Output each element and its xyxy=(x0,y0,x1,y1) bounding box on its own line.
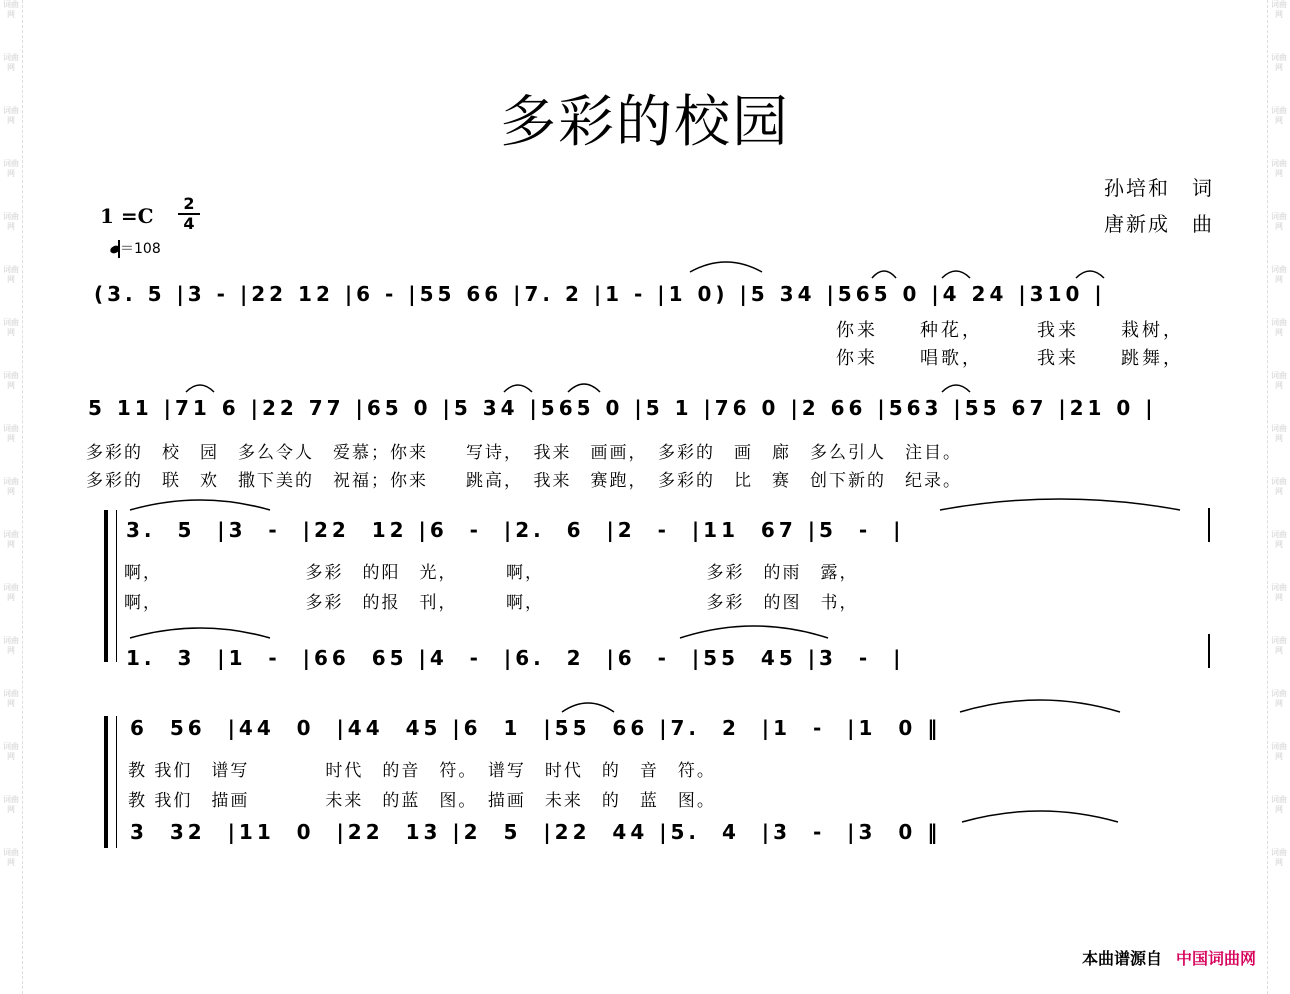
slur xyxy=(690,262,762,272)
watermark-text: 词曲网 xyxy=(1271,795,1287,814)
slur xyxy=(1076,271,1104,278)
system1-lyrics-verse1: 你来 种花， 我来 栽树， xyxy=(836,320,1184,341)
watermark-text: 词曲网 xyxy=(1271,0,1287,19)
time-signature xyxy=(178,196,200,232)
time-signature-bottom: 4 xyxy=(183,214,195,233)
watermark-text: 词曲网 xyxy=(3,318,19,337)
system4-upper-voice: 6 56 |44 0 |44 45 |6 1 |55 66 |7. 2 |1 - |1 0 ‖ xyxy=(130,716,942,740)
watermark-text: 词曲网 xyxy=(1271,106,1287,125)
watermark-text: 词曲网 xyxy=(1271,371,1287,390)
system4-bracket-thin xyxy=(116,716,117,848)
source-brand-link[interactable]: 中国词曲网 xyxy=(1175,949,1256,968)
composer-credit: 唐新成 曲 xyxy=(1104,212,1214,236)
system4-lower-voice: 3 32 |11 0 |22 13 |2 5 |22 44 |5. 4 |3 - |3 0 ‖ xyxy=(130,820,942,844)
system1-notes: (3. 5 |3 - |22 12 |6 - |55 66 |7. 2 |1 - |1 0) |5 34 |565 0 |4 24 |310 | xyxy=(94,282,1106,306)
watermark-text: 词曲网 xyxy=(3,106,19,125)
source-label: 本曲谱源自 xyxy=(1081,949,1162,968)
watermark-text: 词曲网 xyxy=(3,530,19,549)
system4-bracket xyxy=(104,716,112,848)
song-title: 多彩的校园 xyxy=(500,90,790,155)
slur xyxy=(942,271,970,278)
system4-lyrics-verse1: 教 我们 谱写 时代 的音 符。 谱写 时代 的 音 符。 xyxy=(128,761,716,781)
watermark-text: 词曲网 xyxy=(3,0,19,19)
slur xyxy=(942,385,970,392)
watermark-text: 词曲网 xyxy=(3,265,19,284)
watermark-text: 词曲网 xyxy=(3,583,19,602)
system3-lyrics-verse2: 啊， 多彩 的报 刊， 啊， 多彩 的图 书， xyxy=(124,593,859,613)
system3-bracket xyxy=(104,510,112,662)
system4-lyrics-verse2: 教 我们 描画 未来 的蓝 图。 描画 未来 的 蓝 图。 xyxy=(128,791,716,811)
system2-lyrics-verse2: 多彩的 联 欢 撒下美的 祝福；你来 跳高， 我来 赛跑， 多彩的 比 赛 创下新的 纪录。 xyxy=(86,471,962,491)
watermark-text: 词曲网 xyxy=(1271,477,1287,496)
watermark-text: 词曲网 xyxy=(1271,53,1287,72)
system3-lower-voice: 1. 3 |1 - |66 65 |4 - |6. 2 |6 - |55 45 |3 - | xyxy=(126,646,905,670)
watermark-text: 词曲网 xyxy=(3,689,19,708)
watermark-text: 词曲网 xyxy=(1271,742,1287,761)
system3-upper-voice: 3. 5 |3 - |22 12 |6 - |2. 6 |2 - |11 67 |5 - | xyxy=(126,518,905,542)
watermark-text: 词曲网 xyxy=(3,371,19,390)
tempo-value: ＝108 xyxy=(120,241,161,257)
slur xyxy=(568,384,600,392)
slur xyxy=(130,628,270,638)
slur xyxy=(960,700,1120,712)
watermark-text: 词曲网 xyxy=(3,795,19,814)
system2-lyrics-verse1: 多彩的 校 园 多么令人 爱慕；你来 写诗， 我来 画画， 多彩的 画 廊 多么引人 注目。 xyxy=(86,443,962,463)
watermark-text: 词曲网 xyxy=(1271,212,1287,231)
system3-lyrics-verse1: 啊， 多彩 的阳 光， 啊， 多彩 的雨 露， xyxy=(124,563,859,583)
watermark-text: 词曲网 xyxy=(3,742,19,761)
slur xyxy=(872,271,896,278)
watermark-text: 词曲网 xyxy=(3,159,19,178)
time-signature-top: 2 xyxy=(183,194,195,213)
watermark-text: 词曲网 xyxy=(1271,689,1287,708)
slur xyxy=(186,385,214,392)
slur xyxy=(504,385,532,392)
watermark-text: 词曲网 xyxy=(3,212,19,231)
system3-bracket-thin xyxy=(116,510,117,662)
slur xyxy=(962,811,1118,822)
watermark-text: 词曲网 xyxy=(3,636,19,655)
watermark-text: 词曲网 xyxy=(3,848,19,867)
watermark-text: 词曲网 xyxy=(1271,530,1287,549)
slur xyxy=(680,626,828,638)
watermark-text: 词曲网 xyxy=(3,53,19,72)
system3-end-barline-upper xyxy=(1208,508,1210,542)
watermark-text: 词曲网 xyxy=(1271,583,1287,602)
watermark-text: 词曲网 xyxy=(1271,265,1287,284)
watermark-text: 词曲网 xyxy=(1271,424,1287,443)
slur xyxy=(130,500,270,510)
slur xyxy=(562,703,614,712)
watermark-text: 词曲网 xyxy=(1271,848,1287,867)
slur xyxy=(940,499,1180,510)
system2-notes: 5 11 |71 6 |22 77 |65 0 |5 34 |565 0 |5 1 |76 0 |2 66 |563 |55 67 |21 0 | xyxy=(88,396,1157,420)
watermark-text: 词曲网 xyxy=(3,424,19,443)
source-footer xyxy=(1082,946,1256,969)
lyricist-credit: 孙培和 词 xyxy=(1104,176,1214,200)
system1-lyrics-verse2: 你来 唱歌， 我来 跳舞， xyxy=(836,348,1184,369)
watermark-text: 词曲网 xyxy=(1271,159,1287,178)
system3-end-barline-lower xyxy=(1208,634,1210,668)
tempo-marking xyxy=(110,238,161,258)
watermark-text: 词曲网 xyxy=(1271,318,1287,337)
watermark-text: 词曲网 xyxy=(1271,636,1287,655)
watermark-text: 词曲网 xyxy=(3,477,19,496)
key-signature: 1 =C xyxy=(100,204,154,228)
